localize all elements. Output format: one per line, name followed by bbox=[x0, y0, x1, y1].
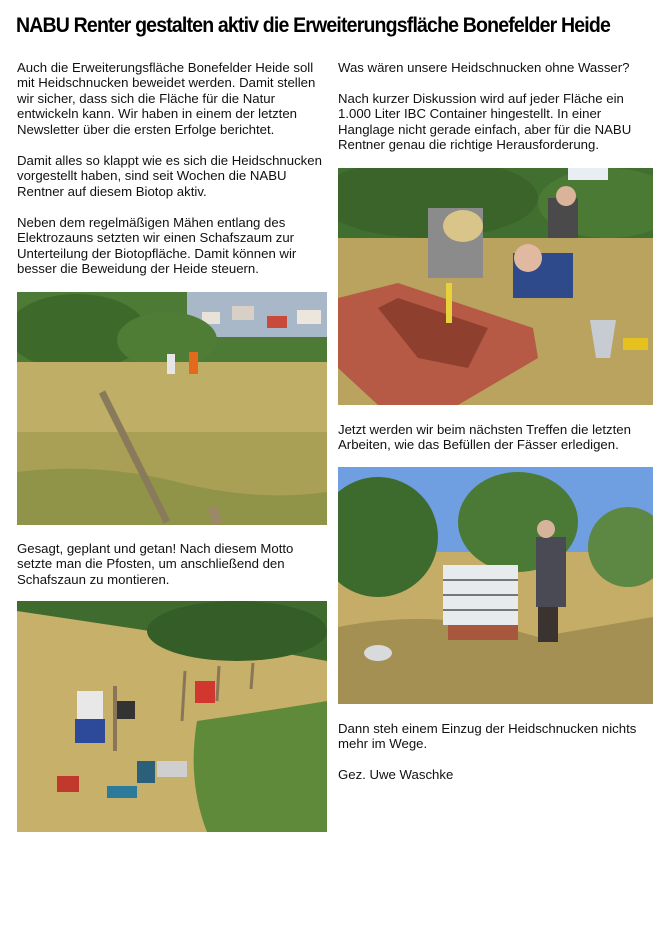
photo-meadow-fence-post bbox=[17, 292, 327, 525]
signature: Gez. Uwe Waschke bbox=[338, 767, 454, 782]
water-question: Was wären unsere Heidschnucken ohne Wasser? bbox=[338, 60, 630, 75]
intro-paragraph: Auch die Erweiterungsfläche Bonefelder Heide soll mit Heidschnucken beweidet werden. Damit stellen wir sicher, dass sich die Fläche für die Natur entwickeln kann. Wir haben in einem der letzten Newsletter über die ersten Erfolge berichtet. bbox=[17, 60, 316, 137]
motto-paragraph: Gesagt, geplant und getan! Nach diesem Motto setzte man die Pfosten, um anschließend den Schafszaun zu montieren. bbox=[17, 541, 294, 587]
closing-paragraph: Dann steh einem Einzug der Heidschnucken nichts mehr im Wege. bbox=[338, 721, 637, 752]
photo-building-trough bbox=[338, 168, 653, 405]
rentner-paragraph: Damit alles so klappt wie es sich die Heidschnucken vorgestellt haben, sind seit Wochen die NABU Rentner auf diesem Biotop aktiv. bbox=[17, 153, 322, 199]
photo-setting-posts bbox=[17, 601, 327, 832]
page-title: NABU Renter gestalten aktiv die Erweiterungsfläche Bonefelder Heide bbox=[16, 14, 611, 37]
container-paragraph: Nach kurzer Diskussion wird auf jeder Fläche ein 1.000 Liter IBC Container hingestellt. In einer Hanglage nicht gerade einfach, aber für die NABU Rentner genau die richtige Herausforderung. bbox=[338, 91, 632, 153]
photo-ibc-container bbox=[338, 467, 653, 704]
next-meeting-paragraph: Jetzt werden wir beim nächsten Treffen die letzten Arbeiten, wie das Befüllen der Fässer erledigen. bbox=[338, 422, 631, 453]
fence-paragraph: Neben dem regelmäßigen Mähen entlang des Elektrozauns setzten wir einen Schafszaum zur Unterteilung der Biotopfläche. Damit können wir besser die Beweidung der Heide steuern. bbox=[17, 215, 297, 277]
